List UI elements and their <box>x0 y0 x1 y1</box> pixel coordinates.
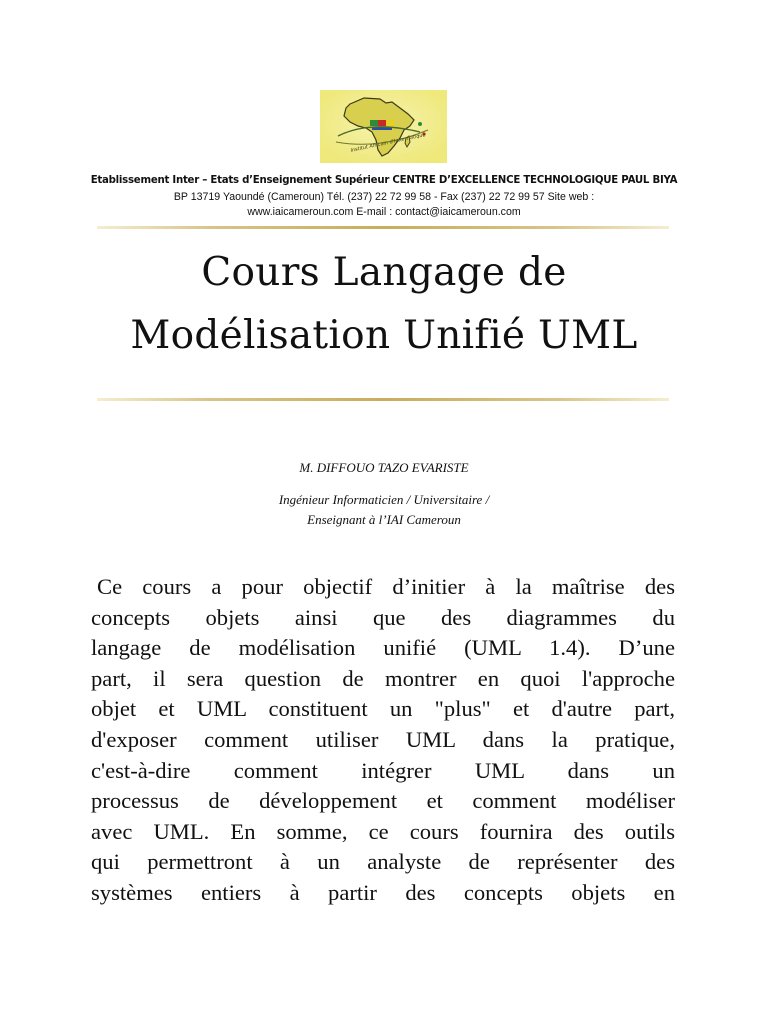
author-name: M. DIFFOUO TAZO EVARISTE <box>299 460 469 475</box>
institution-logo <box>320 90 447 163</box>
abstract-line: langage de modélisation unifié (UML 1.4). D’une <box>91 635 675 661</box>
institution-line: Etablissement Inter – Etats d’Enseignement Supérieur CENTRE D’EXCELLENCE TECHNOLOGIQUE PAUL BIYA <box>90 175 678 186</box>
abstract-line: systèmes entiers à partir des concepts objets en <box>91 879 675 905</box>
abstract-line: objet et UML constituent un "plus" et d'autre part, <box>91 696 675 722</box>
title-divider <box>97 398 669 401</box>
header-divider <box>97 226 669 229</box>
document-title-line1: Cours Langage de <box>201 250 567 295</box>
address-line: BP 13719 Yaoundé (Cameroun) Tél. (237) 22 72 99 58 - Fax (237) 22 72 99 57 Site web : <box>173 191 595 203</box>
abstract-line: part, il sera question de montrer en quoi l'approche <box>91 665 675 691</box>
abstract-paragraph <box>91 572 675 909</box>
africa-map-icon <box>320 90 447 163</box>
document-title-line2: Modélisation Unifié UML <box>130 313 638 358</box>
abstract-line: Ce cours a pour objectif d’initier à la maîtrise des <box>97 574 675 599</box>
author-role-line2: Enseignant à l’IAI Cameroun <box>307 512 461 527</box>
contact-line: www.iaicameroun.com E-mail : contact@iaicameroun.com <box>247 206 521 218</box>
abstract-line: processus de développement et comment modéliser <box>91 788 675 814</box>
author-role-line1: Ingénieur Informaticien / Universitaire / <box>278 492 490 507</box>
abstract-line: c'est-à-dire comment intégrer UML dans un <box>91 757 675 783</box>
abstract-line: d'exposer comment utiliser UML dans la pratique, <box>91 726 675 752</box>
logo-caption: Institut Africain d'Informatique <box>350 132 427 154</box>
abstract-line: avec UML. En somme, ce cours fournira des outils <box>91 818 675 844</box>
abstract-line: qui permettront à un analyste de représenter des <box>91 849 675 875</box>
abstract-line: concepts objets ainsi que des diagrammes du <box>91 604 675 630</box>
